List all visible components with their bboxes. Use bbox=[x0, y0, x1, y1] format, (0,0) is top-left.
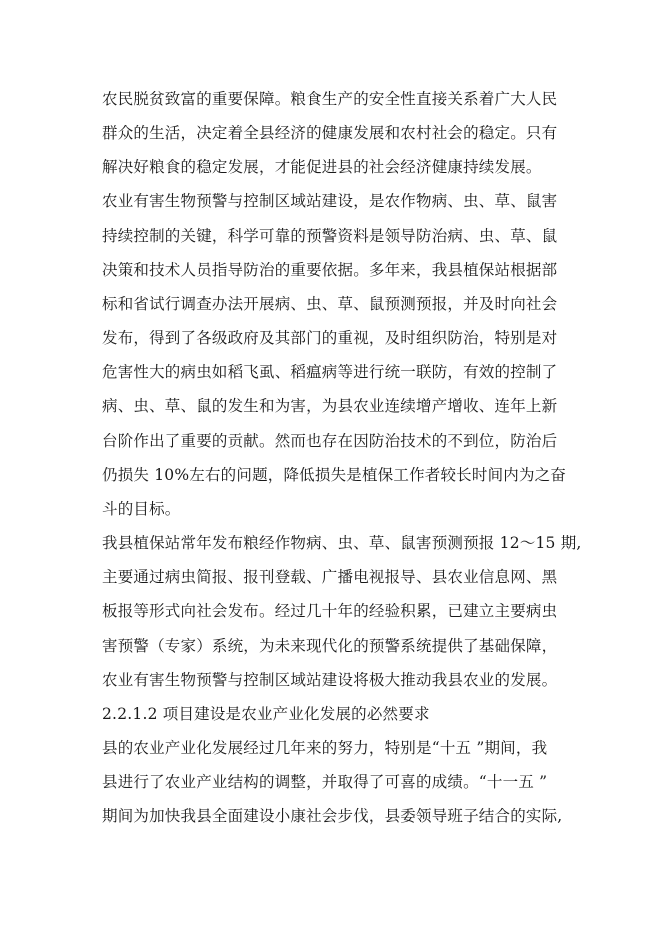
text-line: 县进行了农业产业结构的调整，并取得了可喜的成绩。“十一五 ” bbox=[102, 773, 548, 791]
text-line: 农业有害生物预警与控制区域站建设，是农作物病、虫、草、鼠害 bbox=[102, 192, 558, 210]
text-line: 病、虫、草、鼠的发生和为害，为县农业连续增产增收、连年上新 bbox=[102, 397, 558, 415]
section-heading: 2.2.1.2 项目建设是农业产业化发展的必然要求 bbox=[102, 705, 430, 723]
text-line: 板报等形式向社会发布。经过几十年的经验积累，已建立主要病虫 bbox=[102, 602, 558, 620]
text-line: 仍损失 10%左右的问题，降低损失是植保工作者较长时间内为之奋 bbox=[102, 466, 567, 484]
text-line: 我县植保站常年发布粮经作物病、虫、草、鼠害预测预报 12～15 期, bbox=[102, 534, 582, 552]
text-line: 决策和技术人员指导防治的重要依据。多年来，我县植保站根据部 bbox=[102, 261, 558, 279]
text-line: 斗的目标。 bbox=[102, 500, 181, 518]
text-line: 县的农业产业化发展经过几年来的努力，特别是“十五 ”期间，我 bbox=[102, 739, 548, 757]
text-line: 农民脱贫致富的重要保障。粮食生产的安全性直接关系着广大人民 bbox=[102, 90, 558, 108]
text-line: 台阶作出了重要的贡献。然而也存在因防治技术的不到位，防治后 bbox=[102, 432, 558, 450]
text-line: 解决好粮食的稳定发展，才能促进县的社会经济健康持续发展。 bbox=[102, 158, 542, 176]
text-line: 群众的生活，决定着全县经济的健康发展和农村社会的稳定。只有 bbox=[102, 124, 558, 142]
text-line: 持续控制的关键，科学可靠的预警资料是领导防治病、虫、草、鼠 bbox=[102, 227, 558, 245]
text-line: 农业有害生物预警与控制区域站建设将极大推动我县农业的发展。 bbox=[102, 671, 558, 689]
text-line: 标和省试行调查办法开展病、虫、草、鼠预测预报，并及时向社会 bbox=[102, 295, 558, 313]
text-line: 危害性大的病虫如稻飞虱、稻瘟病等进行统一联防，有效的控制了 bbox=[102, 363, 558, 381]
text-line: 发布，得到了各级政府及其部门的重视，及时组织防治，特别是对 bbox=[102, 329, 558, 347]
text-line: 主要通过病虫简报、报刊登载、广播电视报导、县农业信息网、黑 bbox=[102, 568, 558, 586]
text-line: 害预警（专家）系统，为未来现代化的预警系统提供了基础保障， bbox=[102, 637, 558, 655]
text-line: 期间为加快我县全面建设小康社会步伐，县委领导班子结合的实际, bbox=[102, 807, 563, 825]
